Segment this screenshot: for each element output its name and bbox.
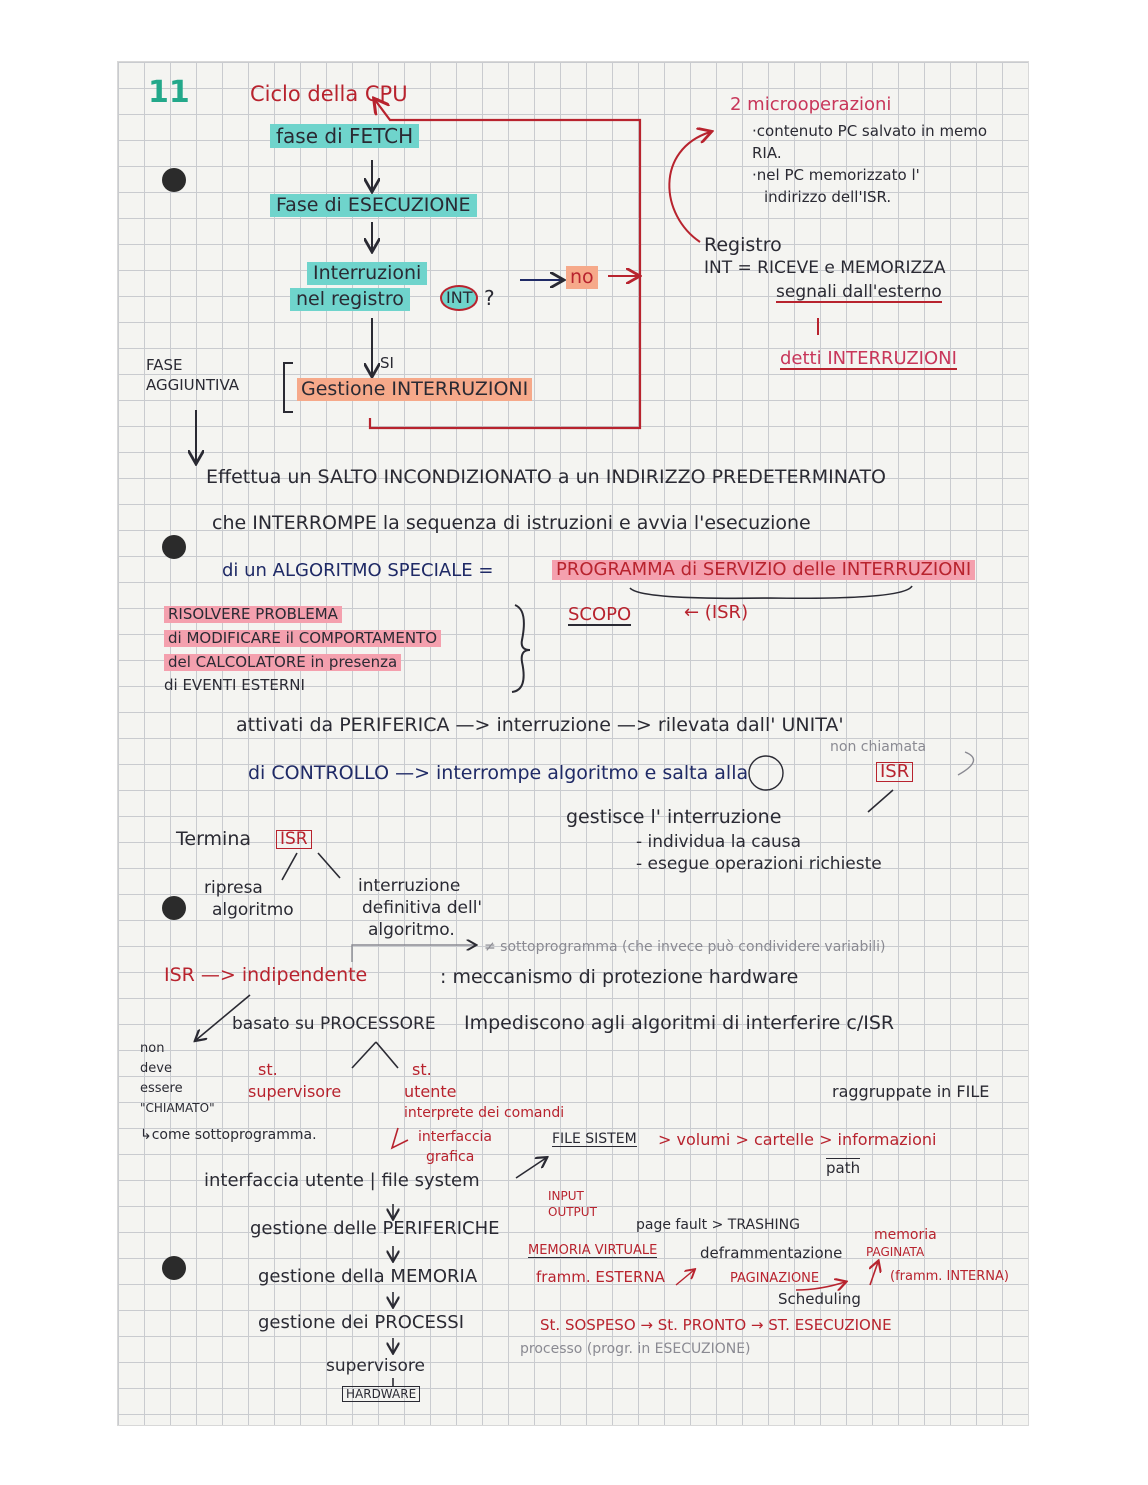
termina-label: Termina xyxy=(176,828,252,850)
subprogram-note: ≠ sottoprogramma (che invece può condividere variabili) xyxy=(484,939,886,955)
execute-phase: Fase di ESECUZIONE xyxy=(270,194,477,217)
register-line3: detti INTERRUZIONI xyxy=(780,348,957,369)
yes-label: SI xyxy=(380,354,394,372)
jump-line2: che INTERROMPE la sequenza di istruzioni e avvia l'esecuzione xyxy=(212,512,811,534)
grouped-in-file: raggruppate in FILE xyxy=(832,1082,990,1101)
peripherals-layer: gestione delle PERIFERICHE xyxy=(250,1218,500,1239)
paging: PAGINAZIONE xyxy=(730,1271,820,1286)
path-label: path xyxy=(826,1159,861,1177)
fs-hierarchy: > volumi > cartelle > informazioni xyxy=(658,1130,937,1149)
process-states: St. SOSPESO → St. PRONTO → ST. ESECUZIONE xyxy=(540,1316,892,1334)
purpose-line4: di EVENTI ESTERNI xyxy=(164,676,305,694)
user-state-1: st. xyxy=(412,1060,432,1079)
input-label: INPUT xyxy=(548,1189,584,1203)
supervisor-state-2: supervisore xyxy=(248,1082,342,1101)
prevents-interference: Impediscono agli algoritmi di interferire c/ISR xyxy=(464,1012,895,1034)
side-note-1: non xyxy=(140,1041,165,1056)
resume-line2: algoritmo xyxy=(212,900,294,920)
processor-based: basato su PROCESSORE xyxy=(232,1014,436,1034)
resume-line1: ripresa xyxy=(204,878,263,898)
register-line2: segnali dall'esterno xyxy=(776,282,942,302)
page-number: 11 xyxy=(148,75,190,110)
paged-memory-1: memoria xyxy=(874,1227,937,1243)
isr-program-name: PROGRAMMA di SERVIZIO delle INTERRUZIONI xyxy=(552,560,975,580)
register-line1: INT = RICEVE e MEMORIZZA xyxy=(704,258,946,278)
file-system-label: FILE SISTEM xyxy=(552,1131,637,1147)
isr-independent: ISR —> indipendente xyxy=(164,964,368,986)
jump-line3-a: di un ALGORITMO SPECIALE = xyxy=(222,560,494,581)
extra-phase-line2: AGGIUNTIVA xyxy=(146,376,240,394)
external-fragmentation: framm. ESTERNA xyxy=(536,1268,665,1286)
processes-layer: gestione dei PROCESSI xyxy=(258,1312,465,1333)
stop-line3: algoritmo. xyxy=(368,920,455,940)
gui-line2: grafica xyxy=(426,1149,475,1165)
interrupt-handling: Gestione INTERRUZIONI xyxy=(297,378,532,401)
side-note-5: ↳come sottoprogramma. xyxy=(140,1127,317,1143)
hw-protection: : meccanismo di protezione hardware xyxy=(440,966,799,988)
hardware-layer: HARDWARE xyxy=(342,1386,420,1402)
internal-fragmentation: (framm. INTERNA) xyxy=(890,1269,1009,1284)
register-title: Registro xyxy=(704,234,782,256)
handles-item-2: - esegue operazioni richieste xyxy=(636,854,882,874)
purpose-line1: RISOLVERE PROBLEMA xyxy=(164,606,342,623)
output-label: OUTPUT xyxy=(548,1205,597,1219)
purpose-line2: di MODIFICARE il COMPORTAMENTO xyxy=(164,630,441,647)
process-definition: processo (progr. in ESECUZIONE) xyxy=(520,1341,751,1357)
stop-line1: interruzione xyxy=(358,876,461,896)
isr-abbrev: ← (ISR) xyxy=(684,602,749,623)
defragmentation: deframmentazione xyxy=(700,1244,843,1262)
stop-line2: definitiva dell' xyxy=(362,898,483,918)
supervisor-state-1: st. xyxy=(258,1060,278,1079)
scheduling-label: Scheduling xyxy=(778,1290,861,1308)
cpu-cycle-title: Ciclo della CPU xyxy=(250,82,408,106)
microop-1-line2: RIA. xyxy=(752,144,782,162)
supervisor-layer: supervisore xyxy=(326,1356,425,1376)
ui-filesystem-layer: interfaccia utente | file system xyxy=(204,1170,480,1191)
page-fault-note: page fault > TRASHING xyxy=(636,1217,800,1233)
no-label: no xyxy=(566,266,598,289)
side-note-2: deve xyxy=(140,1061,172,1076)
interrupt-question-line2: nel registro xyxy=(290,288,410,311)
virtual-memory: MEMORIA VIRTUALE xyxy=(528,1243,658,1258)
isr-box: ISR xyxy=(876,762,913,782)
question-mark: ? xyxy=(484,286,495,310)
microop-1-line1: ·contenuto PC salvato in memo xyxy=(752,122,988,140)
handles-item-1: - individua la causa xyxy=(636,832,802,852)
microop-2-line2: indirizzo dell'ISR. xyxy=(764,188,892,206)
microops-title: 2 microoperazioni xyxy=(730,94,892,115)
side-note-3: essere xyxy=(140,1081,183,1096)
jump-line1: Effettua un SALTO INCONDIZIONATO a un INDIRIZZO PREDETERMINATO xyxy=(206,466,887,488)
fetch-phase: fase di FETCH xyxy=(270,124,419,148)
gui-line1: interfaccia xyxy=(418,1129,492,1145)
memory-layer: gestione della MEMORIA xyxy=(258,1266,478,1287)
microop-2-line1: ·nel PC memorizzato l' xyxy=(752,166,920,184)
side-note-4: "CHIAMATO" xyxy=(140,1101,215,1115)
handles-interrupt: gestisce l' interruzione xyxy=(566,806,782,828)
extra-phase-line1: FASE xyxy=(146,356,183,374)
paged-memory-2: PAGINATA xyxy=(866,1245,925,1259)
purpose-label: SCOPO xyxy=(568,604,632,625)
not-called-note: non chiamata xyxy=(830,739,927,755)
command-interpreter: interprete dei comandi xyxy=(404,1105,565,1121)
termina-isr: ISR xyxy=(276,830,312,849)
interrupt-question-line1: Interruzioni xyxy=(307,262,427,285)
flow-line1: attivati da PERIFERICA —> interruzione —> rilevata dall' UNITA' xyxy=(236,714,844,736)
int-badge: INT xyxy=(440,285,478,311)
purpose-line3: del CALCOLATORE in presenza xyxy=(164,654,401,671)
flow-line2: di CONTROLLO —> interrompe algoritmo e salta alla xyxy=(248,762,749,784)
user-state-2: utente xyxy=(404,1082,457,1101)
